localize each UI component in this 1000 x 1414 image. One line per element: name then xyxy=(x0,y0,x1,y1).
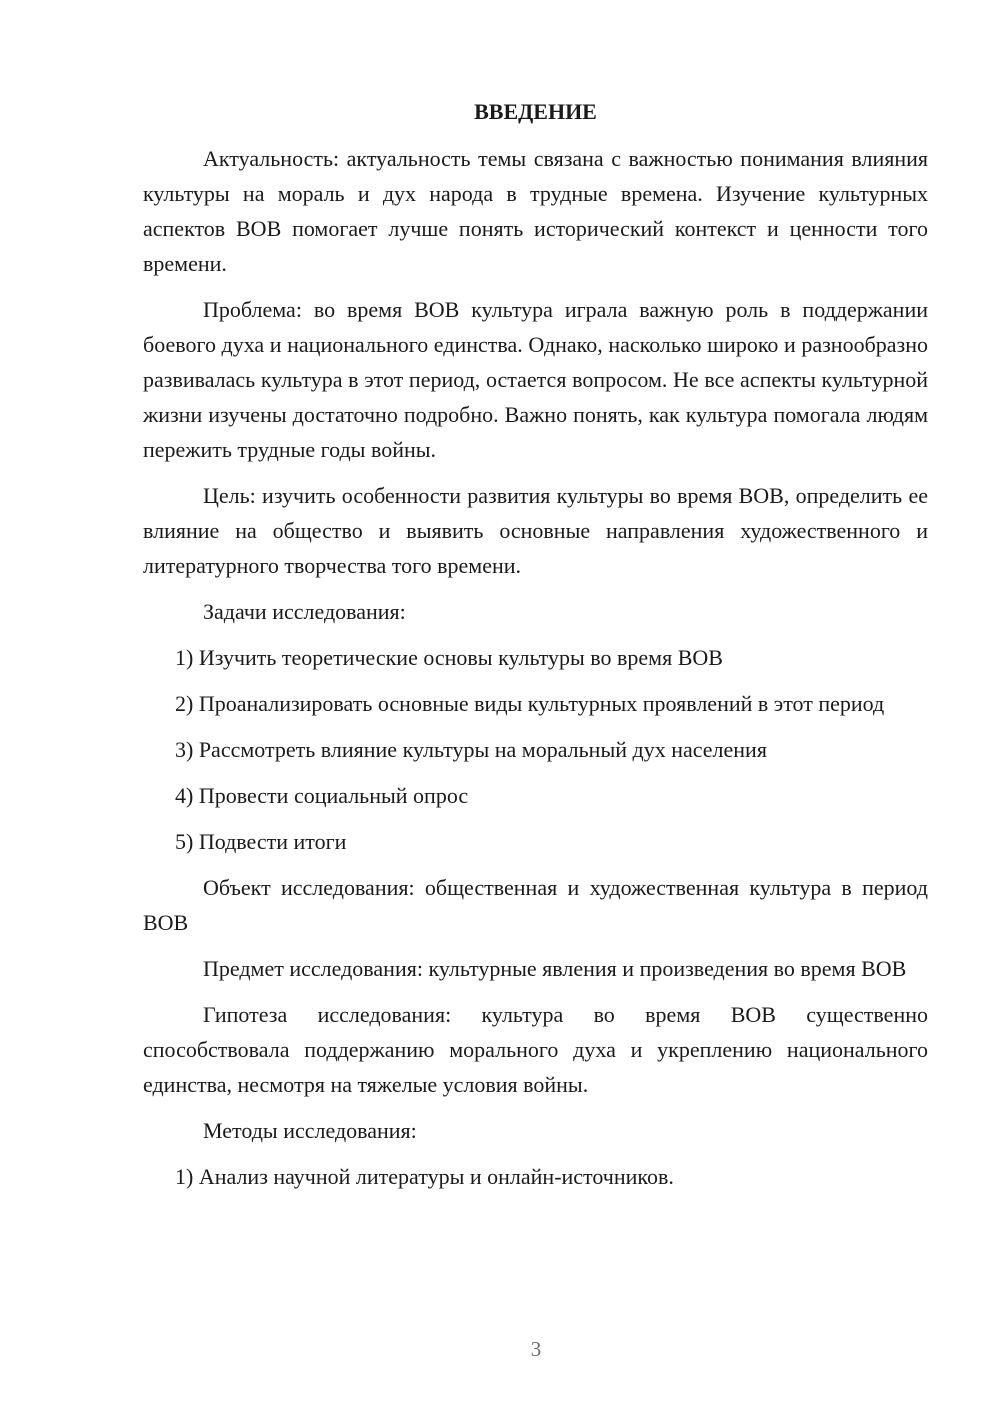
page-title: ВВЕДЕНИЕ xyxy=(474,99,597,124)
paragraph-object: Объект исследования: общественная и художественная культура в период ВОВ xyxy=(143,875,928,935)
task-item: 2) Проанализировать основные виды культурных проявлений в этот период xyxy=(175,691,885,716)
paragraph-problem: Проблема: во время ВОВ культура играла важную роль в поддержании боевого духа и национального единства. Однако, насколько широко и разнообразно развивалась культура в этот период, остается вопросом. Не все аспекты культурной жизни изучены достаточно подробно. Важно понять, как культура помогала людям пережить трудные годы войны. xyxy=(143,297,928,462)
methods-heading: Методы исследования: xyxy=(203,1118,417,1143)
paragraph-relevance: Актуальность: актуальность темы связана с важностью понимания влияния культуры на мораль и дух народа в трудные времена. Изучение культурных аспектов ВОВ помогает лучше понять исторический контекст и ценности того времени. xyxy=(143,146,928,276)
task-item: 5) Подвести итоги xyxy=(175,829,347,854)
task-item: 3) Рассмотреть влияние культуры на моральный дух населения xyxy=(175,737,767,762)
page-content xyxy=(143,94,928,1205)
paragraph-subject: Предмет исследования: культурные явления и произведения во время ВОВ xyxy=(203,956,907,981)
task-item: 4) Провести социальный опрос xyxy=(175,783,469,808)
task-item: 1) Изучить теоретические основы культуры во время ВОВ xyxy=(175,645,723,670)
page-number: 3 xyxy=(530,1337,542,1361)
paragraph-hypothesis: Гипотеза исследования: культура во время ВОВ существенно способствовала поддержанию морального духа и укреплению национального единства, несмотря на тяжелые условия войны. xyxy=(143,1002,928,1097)
paragraph-goal: Цель: изучить особенности развития культуры во время ВОВ, определить ее влияние на общество и выявить основные направления художественного и литературного творчества того времени. xyxy=(143,483,928,578)
tasks-heading: Задачи исследования: xyxy=(203,599,406,624)
method-item: 1) Анализ научной литературы и онлайн-источников. xyxy=(175,1164,674,1189)
